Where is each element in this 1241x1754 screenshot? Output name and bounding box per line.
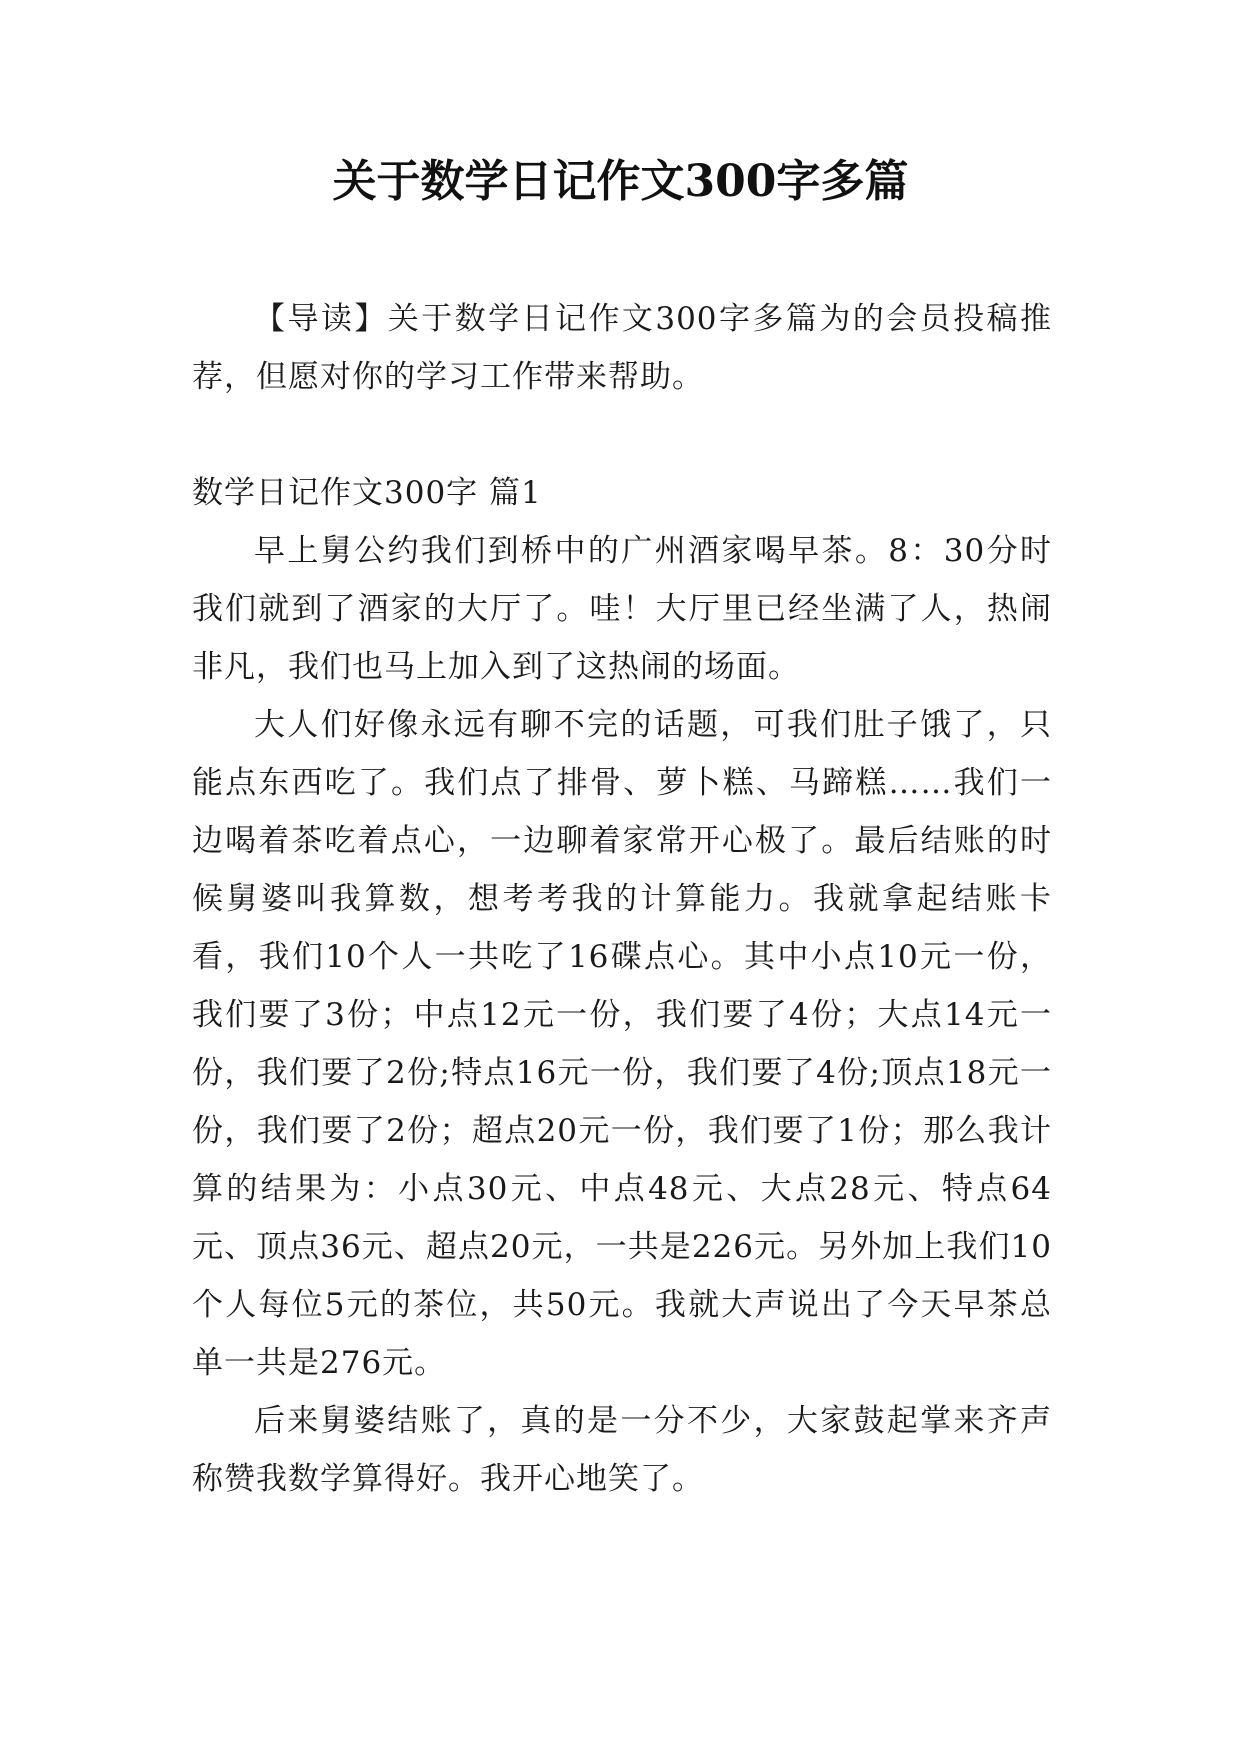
section-heading: 数学日记作文300字 篇1 — [192, 475, 542, 511]
body-paragraph: 后来舅婆结账了，真的是一分不少，大家鼓起掌来齐声称赞我数学算得好。我开心地笑了。 — [192, 1403, 1052, 1497]
body-paragraph: 早上舅公约我们到桥中的广州酒家喝早茶。8：30分时我们就到了酒家的大厅了。哇！大厅里已经坐满了人，热闹非凡，我们也马上加入到了这热闹的场面。 — [192, 533, 1052, 685]
document-body — [192, 290, 1052, 1508]
body-paragraph: 大人们好像永远有聊不完的话题，可我们肚子饿了，只能点东西吃了。我们点了排骨、萝卜糕、马蹄糕……我们一边喝着茶吃着点心，一边聊着家常开心极了。最后结账的时候舅婆叫我算数，想考考我的计算能力。我就拿起结账卡看，我们10个人一共吃了16碟点心。其中小点10元一份，我们要了3份；中点12元一份，我们要了4份；大点14元一份，我们要了2份;特点16元一份，我们要了4份;顶点18元一份，我们要了2份；超点20元一份，我们要了1份；那么我计算的结果为：小点30元、中点48元、大点28元、特点64元、顶点36元、超点20元，一共是226元。另外加上我们10个人每位5元的茶位，共50元。我就大声说出了今天早茶总单一共是276元。 — [192, 707, 1052, 1381]
lead-paragraph: 【导读】关于数学日记作文300字多篇为的会员投稿推荐，但愿对你的学习工作带来帮助。 — [192, 301, 1052, 395]
document-title: 关于数学日记作文300字多篇 — [332, 156, 909, 207]
